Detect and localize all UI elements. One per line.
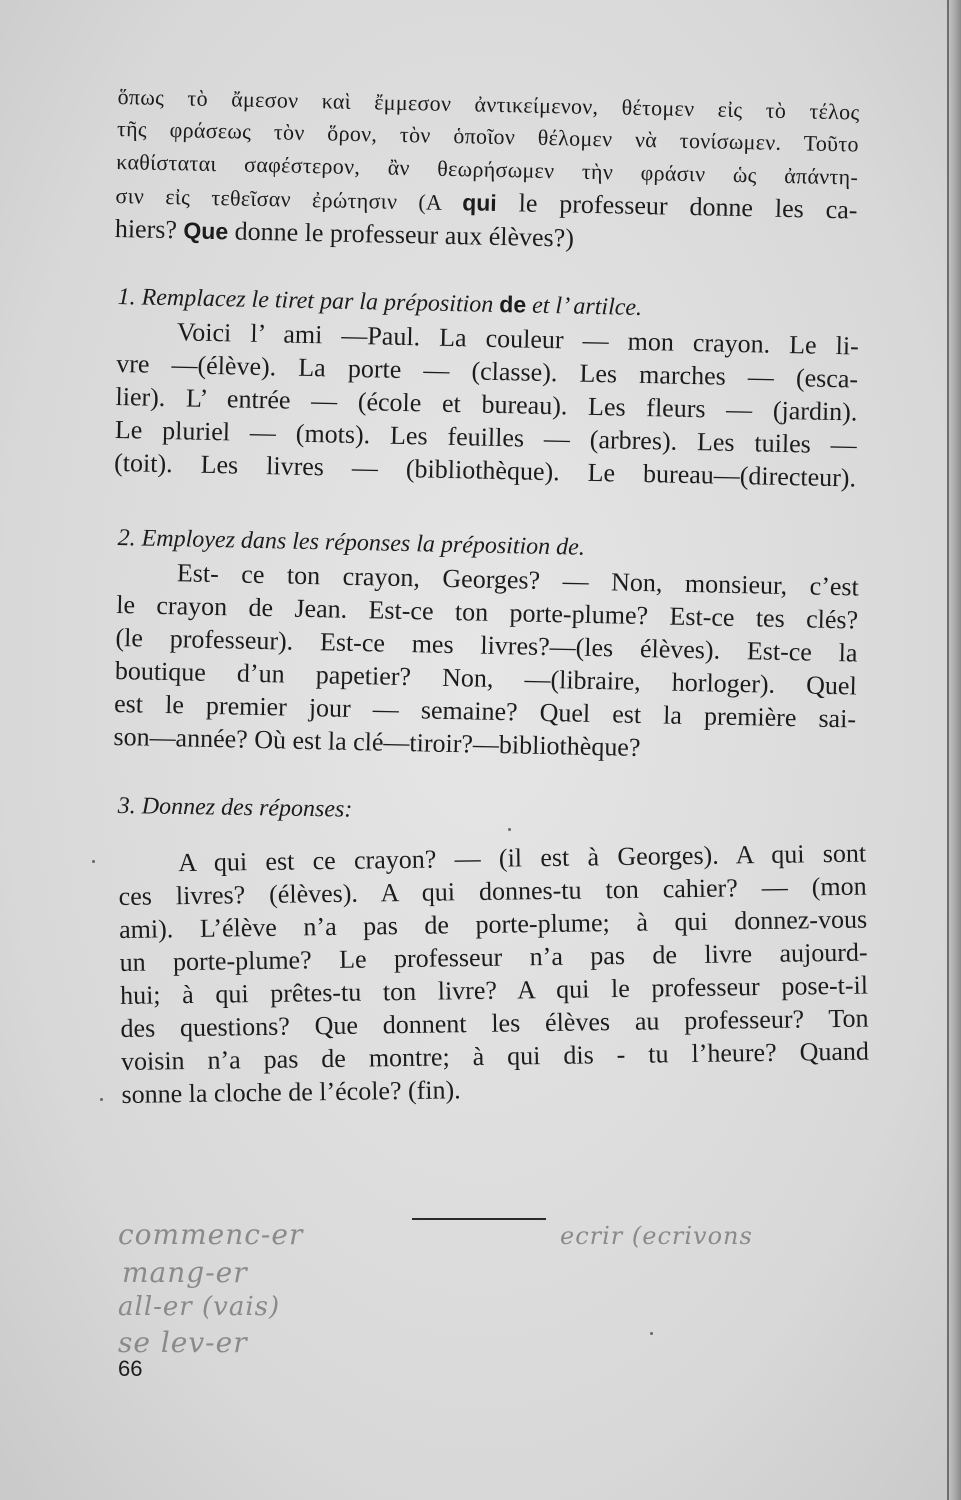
- exercise-3-line-5: hui; à qui prêtes-tu ton livre? A qui le professeur pose-t-il: [119, 970, 869, 1010]
- exercise-2-line-2: le crayon de Jean. Est-ce ton porte-plume? Est-ce tes clés?: [115, 589, 859, 635]
- exercise-1-title-end: et l’ artilce.: [525, 292, 643, 321]
- handwritten-note-right: ecrir (ecrivons: [560, 1222, 753, 1250]
- intro-bold-que: Que: [183, 217, 229, 245]
- section-divider: [412, 1218, 546, 1220]
- handwritten-note-2: mang-er: [122, 1256, 248, 1289]
- exercise-2: [113, 522, 860, 768]
- exercise-3-line-8: sonne la cloche de l’école? (fin).: [121, 1075, 461, 1109]
- exercise-3-line-3: ami). L’élève n’a pas de porte-plume; à qui donnez-vous: [118, 904, 868, 944]
- exercise-2-line-4: boutique d’un papetier? Non, —(libraire, horloger). Quel: [114, 655, 858, 701]
- exercise-2-line-3: (le professeur). Est-ce mes livres?—(les élèves). Est-ce la: [115, 622, 858, 668]
- page-edge-shadow: [947, 0, 961, 1500]
- handwritten-note-3: all-er (vais): [118, 1292, 281, 1322]
- stray-mark: [100, 1098, 103, 1101]
- exercise-3-line-4: un porte-plume? Le professeur n’a pas de livre aujourd-: [119, 937, 868, 977]
- exercise-1-line-4: Le pluriel — (mots). Les feuilles — (arbres). Les tuiles —: [114, 414, 858, 460]
- stray-mark: [508, 828, 511, 831]
- exercise-3-line-7: voisin n’a pas de montre; à qui dis - tu l’heure? Quand: [120, 1036, 870, 1076]
- intro-line-3: καθίσταται σαφέστερον, ἂν θεωρήσωμεν τὴν φράσιν ὡς ἀπάντη-: [116, 148, 859, 190]
- exercise-3: [118, 837, 870, 1111]
- intro-line-2: τῆς φράσεως τὸν ὅρον, τὸν ὁποῖον θέλομεν νὰ τονίσωμεν. Τοῦτο: [116, 115, 860, 157]
- exercise-1-line-3: lier). L’ entrée — (école et bureau). Les fleurs — (jardin).: [115, 381, 858, 427]
- intro-bold-qui: qui: [461, 189, 498, 216]
- intro-line-4-greek: σιν εἰς τεθεῖσαν ἐρώτησιν (A: [115, 182, 463, 216]
- intro-line-1: ὅπως τὸ ἄμεσον καὶ ἔμμεσον ἀντικείμενον, θέτομεν εἰς τὸ τέλος: [117, 83, 860, 125]
- stray-mark: [92, 860, 95, 863]
- exercise-3-line-1: A qui est ce crayon? — (il est à Georges). A qui sont: [178, 838, 867, 878]
- exercise-1-title-bold: de: [499, 290, 527, 318]
- exercise-2-title: 2. Employez dans les réponses la préposition de.: [117, 524, 586, 561]
- exercise-1-line-2: vre —(élève). La porte — (classe). Les marches — (esca-: [115, 348, 859, 394]
- exercise-2-line-5: est le premier jour — semaine? Quel est la première sai-: [113, 688, 857, 734]
- exercise-1: [114, 280, 860, 494]
- exercise-2-line-6: son—année? Où est la clé—tiroir?—bibliothèque?: [113, 721, 641, 762]
- intro-paragraph: [115, 80, 860, 262]
- exercise-1-line-5: (toit). Les livres — (bibliothèque). Le bureau—(directeur).: [113, 447, 857, 493]
- exercise-2-line-1: Est- ce ton crayon, Georges? — Non, monsieur, c’est: [176, 558, 860, 602]
- exercise-3-title-block: [117, 790, 859, 835]
- intro-line-5-rest: donne le professeur aux élèves?): [227, 216, 575, 253]
- exercise-3-title: 3. Donnez des réponses:: [117, 792, 353, 823]
- intro-line-4-rest: le professeur donne les ca-: [496, 187, 858, 225]
- page-edge-line: [947, 0, 949, 1500]
- stray-mark: [650, 1332, 653, 1335]
- page-number: 66: [118, 1356, 143, 1381]
- exercise-1-line-1: Voici l’ ami —Paul. La couleur — mon crayon. Le li-: [176, 317, 860, 361]
- handwritten-note-4: se lev-er: [118, 1326, 248, 1359]
- exercise-1-title-start: 1. Remplacez le tiret par la préposition: [117, 283, 500, 318]
- exercise-3-line-2: ces livres? (élèves). A qui donnes-tu ton cahier? — (mon: [118, 871, 867, 911]
- intro-line-5-start: hiers?: [114, 213, 184, 245]
- handwritten-note-1: commenc-er: [118, 1218, 304, 1251]
- exercise-3-line-6: des questions? Que donnent les élèves au professeur? Ton: [120, 1003, 869, 1043]
